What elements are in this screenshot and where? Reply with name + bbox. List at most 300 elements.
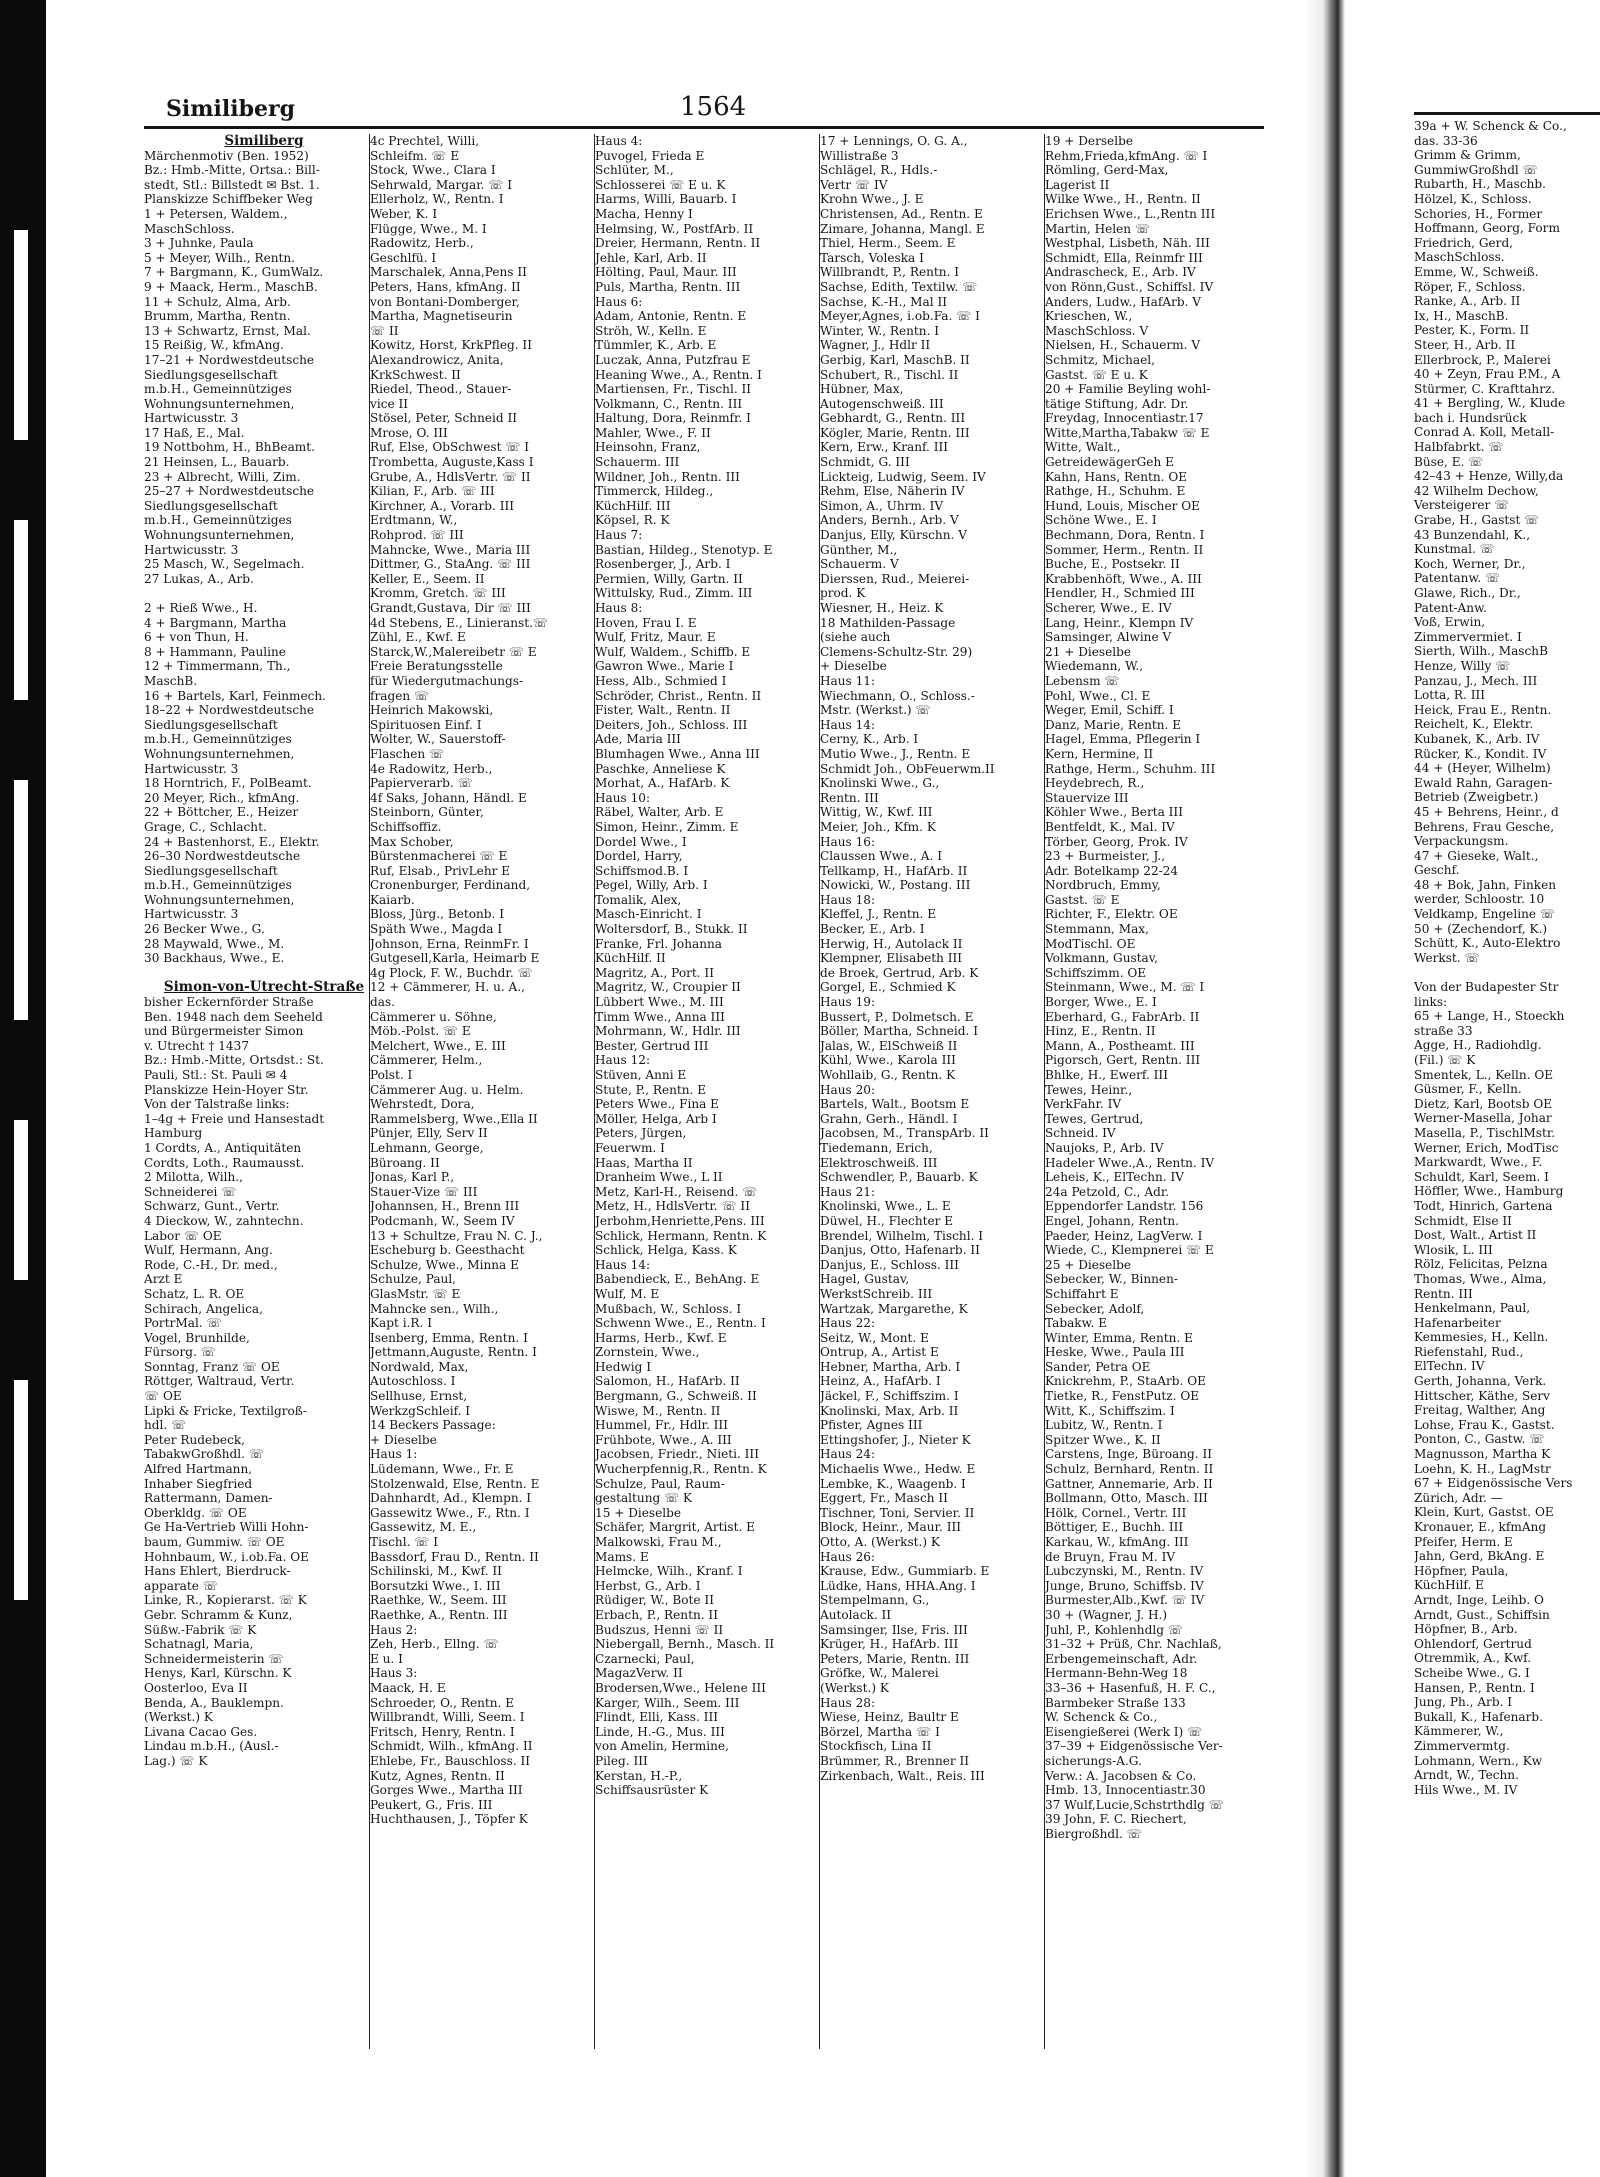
directory-line: Schatnagl, Maria, — [144, 1637, 254, 1652]
directory-line: Polst. I — [370, 1068, 413, 1082]
directory-line: Späth Wwe., Magda I — [370, 922, 503, 937]
directory-line: Behrens, Frau Gesche, — [1414, 819, 1555, 834]
directory-line: 15 + Dieselbe — [595, 1505, 682, 1520]
directory-line: Haus 12: — [595, 1053, 651, 1068]
page-gutter — [1305, 0, 1345, 2177]
directory-line: Tabakw. E — [1045, 1316, 1108, 1331]
directory-line: Michaelis Wwe., Hedw. E — [820, 1462, 976, 1477]
directory-line: Henkelmann, Paul, — [1414, 1301, 1531, 1316]
directory-line: das. 33-36 — [1414, 133, 1478, 148]
directory-line: Jung, Ph., Arb. I — [1414, 1695, 1513, 1710]
binding-mark — [14, 1120, 28, 1280]
directory-line: Stockfisch, Lina II — [820, 1739, 932, 1754]
directory-line: Betrieb (Zweigbetr.) — [1414, 790, 1539, 805]
directory-line: Hess, Alb., Schmied I — [595, 673, 727, 688]
directory-line: Gröfke, W., Malerei — [820, 1666, 939, 1681]
directory-line: Wohllaib, G., Rentn. K — [820, 1068, 956, 1082]
directory-line: Livana Cacao Ges. — [144, 1724, 258, 1739]
directory-line: Mstr. (Werkst.) ☏ — [820, 703, 931, 718]
directory-line: Gassewitz Wwe., F., Rtn. I — [370, 1505, 530, 1520]
directory-line: Räbel, Walter, Arb. E — [595, 805, 724, 820]
directory-line: GetreidewägerGeh E — [1045, 455, 1174, 470]
directory-line: 42 Wilhelm Dechow, — [1414, 483, 1539, 498]
directory-line: Peters, Hans, kfmAng. II — [370, 279, 521, 294]
directory-line: Martha, Magnetiseurin — [370, 309, 513, 324]
directory-line: Fister, Walt., Rentn. II — [595, 703, 731, 718]
directory-line: Wohnungsunternehmen, — [144, 746, 295, 761]
directory-line: Ade, Maria III — [595, 732, 681, 747]
directory-line: Metz, H., HdlsVertr. ☏ II — [595, 1199, 750, 1214]
directory-line: Heske, Wwe., Paula III — [1045, 1345, 1185, 1360]
directory-line: Köhler Wwe., Berta III — [1045, 805, 1183, 820]
directory-line: Dranheim Wwe., L II — [595, 1170, 723, 1185]
directory-line: Lebensm ☏ — [1045, 673, 1120, 688]
directory-line: Haltung, Dora, Reinmfr. I — [595, 411, 751, 426]
directory-line: 65 + Lange, H., Stoeckh — [1414, 1009, 1565, 1024]
directory-line: Hans Ehlert, Bierdruck- — [144, 1564, 291, 1579]
directory-line: Nordwald, Max, — [370, 1359, 469, 1374]
directory-line: Sander, Petra OE — [1045, 1359, 1151, 1374]
directory-line: Wolter, W., Sauerstoff- — [370, 732, 506, 747]
directory-line: 3 + Juhnke, Paula — [144, 236, 254, 251]
directory-line: Siedlungsgesellschaft — [144, 367, 278, 382]
directory-line: KüchHilf. II — [595, 951, 666, 966]
directory-line: (siehe auch — [820, 630, 891, 645]
directory-line: Kaiarb. — [370, 892, 415, 907]
directory-line: Verw.: A. Jacobsen & Co. — [1045, 1768, 1197, 1783]
directory-line: Lag.) ☏ K — [144, 1753, 208, 1768]
directory-line: Burmester,Alb.,Kwf. ☏ IV — [1045, 1593, 1205, 1608]
directory-line: Gattner, Annemarie, Arb. II — [1045, 1476, 1213, 1491]
directory-line: Schlick, Hermann, Rentn. K — [595, 1228, 767, 1243]
directory-line: Rubarth, H., Maschb. — [1414, 177, 1546, 192]
directory-line: Stösel, Peter, Schneid II — [370, 411, 518, 426]
directory-line: Ströh, W., Kelln. E — [595, 323, 707, 338]
directory-line: (Werkst.) K — [820, 1680, 889, 1695]
directory-line: Schiffsausrüster K — [595, 1783, 709, 1798]
directory-line: Kern, Hermine, II — [1045, 746, 1154, 761]
directory-line: Magnusson, Martha K — [1414, 1447, 1551, 1462]
directory-line: Heinsohn, Franz, — [595, 440, 701, 455]
directory-line: bach i. Hundsrück — [1414, 410, 1527, 425]
directory-line: Willbrandt, Willi, Seem. I — [370, 1710, 525, 1725]
directory-line: Wiede, C., Klempnerei ☏ E — [1045, 1243, 1214, 1258]
directory-line: Haus 16: — [820, 834, 876, 849]
directory-line: Hartwicusstr. 3 — [144, 542, 239, 557]
directory-line: Märchenmotiv (Ben. 1952) — [144, 148, 309, 163]
directory-line: Dittmer, G., StaAng. ☏ III — [370, 557, 531, 572]
directory-line: Kowitz, Horst, KrkPfleg. II — [370, 338, 532, 353]
directory-line: Knolinski, Max, Arb. II — [820, 1403, 959, 1418]
directory-line: 19 + Derselbe — [1045, 134, 1133, 148]
directory-line: Pohl, Wwe., Cl. E — [1045, 688, 1151, 703]
directory-line: Schubert, R., Tischl. II — [820, 367, 959, 382]
directory-line: Bukall, K., Hafenarb. — [1414, 1709, 1543, 1724]
directory-line: Heydebrech, R., — [1045, 776, 1145, 791]
directory-line: Schulze, Wwe., Minna E — [370, 1257, 519, 1272]
directory-line: Hendler, H., Schmied III — [1045, 586, 1195, 601]
directory-line: Stempelmann, G., — [820, 1593, 930, 1608]
directory-line: Veldkamp, Engeline ☏ — [1414, 907, 1555, 922]
directory-line: Wiswe, M., Rentn. II — [595, 1403, 721, 1418]
directory-line: Jalas, W., ElSchweiß II — [820, 1038, 958, 1053]
directory-line: Haus 19: — [820, 995, 876, 1010]
directory-line: vice II — [370, 396, 409, 411]
directory-line: m.b.H., Gemeinnütziges — [144, 513, 292, 528]
directory-line: Lubczynski, M., Rentn. IV — [1045, 1564, 1204, 1579]
directory-line: Meyer,Agnes, i.ob.Fa. ☏ I — [820, 309, 980, 324]
directory-line: Düwel, H., Flechter E — [820, 1213, 954, 1228]
directory-line: Erdtmann, W., — [370, 513, 458, 528]
directory-line: Martin, Helen ☏ — [1045, 221, 1151, 236]
directory-line: Witte, Walt., — [1045, 440, 1121, 455]
directory-line: Grage, C., Schlacht. — [144, 819, 267, 834]
directory-line: Zornstein, Wwe., — [595, 1345, 700, 1360]
directory-line: 21 + Dieselbe — [1045, 644, 1132, 659]
directory-line: Werkst. ☏ — [1414, 950, 1480, 965]
directory-line: Masch-Einricht. I — [595, 907, 702, 922]
directory-line: Karger, Wilh., Seem. III — [595, 1695, 740, 1710]
directory-line: Stauer-Vize ☏ III — [370, 1184, 478, 1199]
binding-mark — [14, 230, 28, 440]
directory-line: Paeder, Heinz, LagVerw. I — [1045, 1228, 1203, 1243]
directory-line: Glawe, Rich., Dr., — [1414, 586, 1521, 600]
directory-line: stedt, Stl.: Billstedt ✉ Bst. 1. — [144, 177, 320, 192]
directory-line: Hmb. 13, Innocentiastr.30 — [1045, 1783, 1206, 1798]
directory-line: Krieschen, W., — [1045, 309, 1133, 324]
directory-line: Ellerholz, W., Rentn. I — [370, 192, 504, 207]
directory-line: Wulf, Fritz, Maur. E — [595, 630, 716, 645]
directory-line: Herbst, G., Arb. I — [595, 1578, 701, 1593]
directory-line: Ranke, A., Arb. II — [1414, 294, 1521, 309]
directory-line: Schwarz, Gunt., Vertr. — [144, 1199, 280, 1214]
directory-line: Kilian, F., Arb. ☏ III — [370, 484, 495, 499]
directory-line: Agge, H., Radiohdlg. — [1414, 1038, 1542, 1053]
directory-line: GlasMstr. ☏ E — [370, 1286, 461, 1301]
directory-line: Gerbig, Karl, MaschB. II — [820, 352, 970, 367]
directory-line: Schilinski, M., Kwf. II — [370, 1564, 502, 1579]
directory-line: bisher Eckernförder Straße — [144, 995, 314, 1010]
directory-line: tätige Stiftung, Adr. Dr. — [1045, 396, 1189, 411]
directory-line: Todt, Hinrich, Gartena — [1414, 1198, 1553, 1213]
directory-line: Mrose, O. III — [370, 425, 448, 440]
directory-line: Peters Wwe., Fina E — [595, 1097, 720, 1112]
directory-line: Adam, Antonie, Rentn. E — [595, 309, 747, 324]
directory-line: Wilke Wwe., H., Rentn. II — [1045, 192, 1201, 207]
directory-line: Bentfeldt, K., Mal. IV — [1045, 819, 1175, 834]
directory-line: 18 Mathilden-Passage — [820, 615, 956, 630]
directory-line: Henys, Karl, Kürschn. K — [144, 1666, 292, 1681]
column-5 — [1044, 134, 1285, 2049]
directory-line: Magritz, A., Port. II — [595, 965, 714, 980]
directory-line: Grandt,Gustava, Dir ☏ III — [370, 601, 531, 615]
directory-line: 15 Reißig, W., kfmAng. — [144, 338, 284, 353]
directory-line: Hagel, Gustav, — [820, 1272, 910, 1287]
directory-line: Flindt, Elli, Kass. III — [595, 1710, 719, 1725]
directory-line: Thomas, Wwe., Alma, — [1414, 1271, 1547, 1286]
directory-line: Tischl. ☏ I — [370, 1535, 439, 1549]
directory-line: Schäfer, Margrit, Artist. E — [595, 1520, 755, 1535]
directory-line: Günther, M., — [820, 542, 898, 557]
directory-line: Schauerm. III — [595, 455, 680, 470]
directory-line: Güsmer, F., Kelln. — [1414, 1082, 1522, 1097]
binding-mark — [14, 520, 28, 700]
directory-line: Winter, Emma, Rentn. E — [1045, 1330, 1193, 1345]
directory-line: Inhaber Siegfried — [144, 1476, 253, 1491]
directory-line: Emme, W., Schweiß. — [1414, 264, 1539, 279]
directory-line: Ponton, C., Gastw. ☏ — [1414, 1432, 1545, 1447]
facing-page-column — [1414, 112, 1600, 2059]
directory-line: Jahn, Gerd, BkAng. E — [1414, 1549, 1545, 1564]
directory-line: Haus 28: — [820, 1695, 876, 1710]
directory-line: VerkFahr. IV — [1045, 1097, 1122, 1112]
directory-line: gestaltung ☏ K — [595, 1491, 693, 1506]
directory-line: Rücker, K., Kondit. IV — [1414, 746, 1547, 761]
directory-line: 13 + Schwartz, Ernst, Mal. — [144, 323, 311, 338]
directory-line: Von der Budapester Str — [1414, 980, 1559, 995]
directory-line: Planskizze Schiffbeker Weg — [144, 192, 313, 207]
directory-line: Siedlungsgesellschaft — [144, 498, 278, 513]
directory-line: Hedwig I — [595, 1359, 652, 1374]
directory-line: v. Utrecht † 1437 — [144, 1038, 250, 1053]
directory-line: GummiwGroßhdl ☏ — [1414, 162, 1538, 177]
directory-line: Kahn, Hans, Rentn. OE — [1045, 469, 1188, 484]
directory-line: Tiedemann, Erich, — [820, 1140, 933, 1155]
directory-line: Hermann-Behn-Weg 18 — [1045, 1666, 1188, 1681]
directory-line: Stauervize III — [1045, 790, 1129, 805]
directory-line: Haas, Martha II — [595, 1155, 693, 1170]
directory-line: Schulze, Paul, — [370, 1272, 457, 1287]
directory-line: 1–4g + Freie und Hansestadt — [144, 1111, 325, 1126]
directory-line: Cämmerer u. Söhne, — [370, 1009, 497, 1024]
directory-line: Hafenarbeiter — [1414, 1315, 1501, 1330]
directory-line: Krohn Wwe., J. E — [820, 192, 924, 207]
directory-line: MagazVerw. II — [595, 1666, 683, 1681]
directory-line: Mann, A., Postheamt. III — [1045, 1038, 1195, 1053]
directory-line: 11 + Schulz, Alma, Arb. — [144, 294, 291, 309]
directory-line: Weger, Emil, Schiff. I — [1045, 703, 1174, 718]
directory-line: Freitag, Walther, Ang — [1414, 1403, 1546, 1418]
directory-line: Blumhagen Wwe., Anna III — [595, 746, 760, 761]
directory-line: baum, Gummiw. ☏ OE — [144, 1535, 285, 1549]
directory-line: Schneidermeisterin ☏ — [144, 1651, 284, 1666]
directory-line: Dordel, Harry, — [595, 849, 683, 864]
page-header — [140, 88, 1260, 128]
directory-line: Frühbote, Wwe., A. III — [595, 1432, 732, 1447]
directory-line: Gawron Wwe., Marie I — [595, 659, 734, 674]
directory-line: Peters, Jürgen, — [595, 1126, 687, 1141]
directory-line: Schneiderei ☏ — [144, 1184, 237, 1199]
directory-line: Pauli, Stl.: St. Pauli ✉ 4 — [144, 1068, 288, 1082]
directory-line: Cerny, K., Arb. I — [820, 732, 919, 747]
directory-line: Tewes, Gertrud, — [1045, 1111, 1144, 1126]
directory-line: Möller, Helga, Arb I — [595, 1111, 717, 1126]
binding-mark — [14, 1380, 28, 1600]
directory-line: MaschSchloss. — [144, 221, 235, 236]
directory-line: Bhlke, H., Ewerf. III — [1045, 1068, 1168, 1082]
directory-line: Bastian, Hildeg., Stenotyp. E — [595, 542, 773, 557]
directory-line: Scherer, Wwe., E. IV — [1045, 601, 1172, 615]
directory-line: Eggert, Fr., Masch II — [820, 1491, 948, 1506]
directory-line: Kromm, Gretch. ☏ III — [370, 586, 506, 601]
directory-line: Schneid. IV — [1045, 1126, 1116, 1141]
directory-line: Pester, K., Form. II — [1414, 323, 1530, 338]
directory-line: Jettmann,Auguste, Rentn. I — [370, 1345, 537, 1360]
directory-line: Barmbeker Straße 133 — [1045, 1695, 1186, 1710]
directory-line: Malkowski, Frau M., — [595, 1535, 722, 1549]
directory-line: Kern, Erw., Kranf. III — [820, 440, 949, 455]
directory-line: Ontrup, A., Artist E — [820, 1345, 939, 1360]
directory-line: Trombetta, Auguste,Kass I — [370, 455, 534, 470]
directory-line: Zürich, Adr. — — [1414, 1490, 1503, 1505]
directory-line — [144, 586, 384, 601]
directory-line: Seitz, W., Mont. E — [820, 1330, 929, 1345]
directory-line: Wulf, Hermann, Ang. — [144, 1243, 273, 1258]
directory-line: Schlosserei ☏ E u. K — [595, 177, 726, 192]
directory-line: Wohnungsunternehmen, — [144, 396, 295, 411]
directory-line: Escheburg b. Geesthacht — [370, 1243, 525, 1258]
directory-line: Johnson, Erna, ReinmFr. I — [370, 936, 529, 951]
directory-line: für Wiedergutmachungs- — [370, 673, 524, 688]
directory-line: Stürmer, C. Krafttahrz. — [1414, 381, 1556, 396]
directory-line: Höffler, Wwe., Hamburg — [1414, 1184, 1564, 1199]
directory-line: Lang, Heinr., Klempn IV — [1045, 615, 1194, 630]
directory-line: Sierth, Wilh., MaschB — [1414, 644, 1548, 659]
directory-line: Buche, E., Postsekr. II — [1045, 557, 1180, 572]
directory-line: Wulf, Waldem., Schiffb. E — [595, 644, 751, 659]
directory-line: Bechmann, Dora, Rentn. I — [1045, 528, 1205, 543]
directory-line: Knickrehm, P., StaArb. OE — [1045, 1374, 1206, 1389]
directory-line: Sebecker, Adolf, — [1045, 1301, 1145, 1316]
directory-line: Geschlfü. I — [370, 250, 437, 265]
directory-line: Schlüter, M., — [595, 163, 674, 178]
directory-line: Cronenburger, Ferdinand, — [370, 878, 531, 893]
directory-line: Dietz, Karl, Bootsb OE — [1414, 1096, 1553, 1111]
directory-line: Puls, Martha, Rentn. III — [595, 279, 741, 294]
directory-line: Deiters, Joh., Schloss. III — [595, 717, 748, 732]
directory-line: Volkmann, C., Rentn. III — [595, 396, 743, 411]
directory-line: Linde, H.-G., Mus. III — [595, 1724, 725, 1739]
directory-line: Dordel Wwe., I — [595, 834, 687, 849]
directory-line: Dahnhardt, Ad., Klempn. I — [370, 1491, 532, 1506]
directory-line: 40 + Zeyn, Frau P.M., A — [1414, 367, 1561, 382]
directory-line: Podcmanh, W., Seem IV — [370, 1213, 515, 1228]
directory-line: Schulze, Paul, Raum- — [595, 1476, 725, 1491]
book-binding-edge — [0, 0, 46, 2177]
directory-line: Macha, Henny I — [595, 206, 693, 221]
directory-line: Anders, Bernh., Arb. V — [820, 513, 959, 528]
directory-line: Haus 8: — [595, 601, 643, 615]
directory-line: Biergroßhdl. ☏ — [1045, 1826, 1142, 1841]
directory-line: Schmidt, Else II — [1414, 1213, 1512, 1228]
directory-line: Permien, Willy, Gartn. II — [595, 571, 743, 586]
directory-line: Pfister, Agnes III — [820, 1418, 923, 1433]
directory-line: Schmidt, Ella, Reinmfr III — [1045, 250, 1203, 265]
directory-line: Babendieck, E., BehAng. E — [595, 1272, 760, 1287]
directory-line: Zeh, Herb., Ellng. ☏ — [370, 1637, 499, 1652]
street-heading: Similiberg — [224, 134, 304, 149]
directory-line: Riedel, Theod., Stauer- — [370, 382, 512, 397]
directory-line: Marschalek, Anna,Pens II — [370, 265, 527, 280]
directory-line: Steer, H., Arb. II — [1414, 337, 1516, 352]
directory-line: Wiese, Heinz, Baultr E — [820, 1710, 959, 1725]
directory-line: Planskizze Hein-Hoyer Str. — [144, 1082, 309, 1097]
directory-line: Tümmler, K., Arb. E — [595, 338, 717, 353]
directory-line: Sommer, Herm., Rentn. II — [1045, 542, 1204, 557]
directory-line: Luczak, Anna, Putzfrau E — [595, 352, 751, 367]
column-2 — [369, 134, 610, 2049]
directory-line: de Broek, Gertrud, Arb. K — [820, 965, 979, 980]
directory-line: Junge, Bruno, Schiffsb. IV — [1045, 1578, 1204, 1593]
directory-line: apparate ☏ — [144, 1578, 218, 1593]
directory-line: Weber, K. I — [370, 206, 438, 221]
directory-line: 25 Masch, W., Segelmach. — [144, 557, 305, 572]
directory-line: Rentn. III — [820, 790, 879, 805]
directory-line: Krause, Edw., Gummiarb. E — [820, 1564, 990, 1579]
directory-line: 50 + (Zechendorf, K.) — [1414, 921, 1548, 936]
directory-line: 39a + W. Schenck & Co., — [1414, 119, 1567, 133]
directory-line: Kleffel, J., Rentn. E — [820, 907, 937, 922]
directory-line: Samsinger, Ilse, Fris. III — [820, 1622, 968, 1637]
directory-line: Ben. 1948 nach dem Seeheld — [144, 1009, 323, 1024]
directory-line: Richter, F., Elektr. OE — [1045, 907, 1178, 922]
directory-line: straße 33 — [1414, 1023, 1473, 1038]
directory-line: Martiensen, Fr., Tischl. II — [595, 382, 752, 397]
directory-line: ElTechn. IV — [1414, 1359, 1485, 1374]
directory-line: m.b.H., Gemeinnütziges — [144, 878, 292, 893]
directory-line: Alexandrowicz, Anita, — [370, 352, 504, 367]
directory-line: Stolzenwald, Else, Rentn. E — [370, 1476, 540, 1491]
directory-line: Ge Ha-Vertrieb Willi Hohn- — [144, 1520, 309, 1535]
directory-line: 33–36 + Hasenfuß, H. F. C., — [1045, 1680, 1216, 1695]
directory-line: 28 Maywald, Wwe., M. — [144, 936, 285, 951]
directory-line: Bollmann, Otto, Masch. III — [1045, 1491, 1208, 1506]
directory-line: Ettingshofer, J., Nieter K — [820, 1432, 971, 1447]
directory-line: Arndt, Gust., Schiffsin — [1414, 1607, 1550, 1622]
directory-line: Haus 10: — [595, 790, 651, 805]
directory-line: Hartwicusstr. 3 — [144, 761, 239, 776]
directory-line: 37 Wulf,Lucie,Schstrthdlg ☏ — [1045, 1797, 1224, 1812]
directory-line: Hund, Louis, Mischer OE — [1045, 498, 1200, 513]
directory-line: Halbfabrkt. ☏ — [1414, 440, 1504, 455]
directory-line: Rehm, Else, Näherin IV — [820, 484, 965, 499]
directory-line: 4 Dieckow, W., zahntechn. — [144, 1213, 304, 1228]
directory-line: Ewald Rahn, Garagen- — [1414, 775, 1553, 790]
directory-line: Labor ☏ OE — [144, 1228, 222, 1243]
directory-line: Lüdemann, Wwe., Fr. E — [370, 1462, 514, 1477]
directory-line: Gutgesell,Karla, Heimarb E — [370, 951, 540, 966]
directory-line: + Dieselbe — [370, 1432, 437, 1447]
directory-line: Cordts, Loth., Raumausst. — [144, 1155, 305, 1170]
directory-line: Wehrstedt, Dora, — [370, 1097, 475, 1112]
directory-line: Raethke, A., Rentn. III — [370, 1607, 508, 1622]
directory-line: Morhat, A., HafArb. K — [595, 776, 730, 791]
directory-line: Mams. E — [595, 1549, 649, 1564]
directory-line: Sehrwald, Margar. ☏ I — [370, 177, 513, 192]
directory-line: Kutz, Agnes, Rentn. II — [370, 1768, 505, 1783]
directory-line: Tellkamp, H., HafArb. II — [820, 863, 968, 878]
directory-line: Alfred Hartmann, — [144, 1462, 253, 1477]
directory-line: 26 Becker Wwe., G. — [144, 922, 265, 937]
directory-line: Wildner, Joh., Rentn. III — [595, 469, 740, 484]
directory-line: 17–21 + Nordwestdeutsche — [144, 352, 315, 367]
directory-line: Cämmerer Aug. u. Helm. — [370, 1082, 524, 1097]
directory-line: Versteigerer ☏ — [1414, 498, 1510, 513]
directory-line: Friedrich, Gerd, — [1414, 235, 1514, 250]
directory-line: Hartwicusstr. 3 — [144, 907, 239, 922]
directory-line: Lüdke, Hans, HHA.Ang. I — [820, 1578, 976, 1593]
directory-line: 12 + Timmermann, Th., — [144, 659, 291, 674]
